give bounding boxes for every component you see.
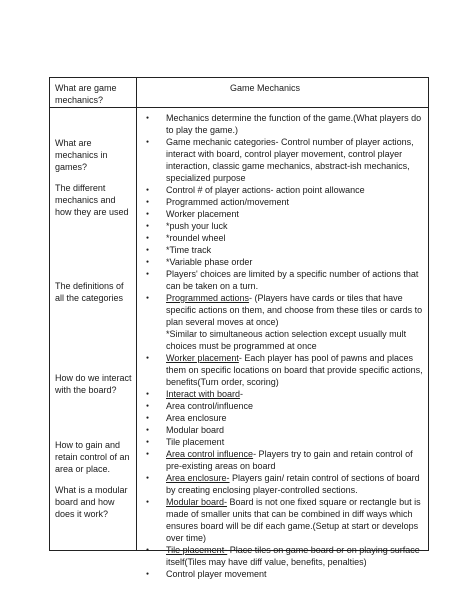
header-question: What are game mechanics? (55, 83, 117, 105)
list-item: ● Game mechanic categories- Control number of player actions, interact with board, control player movement, control player interaction, classic game mechanics, abstract-ish mechanics, specialized purpose (146, 136, 426, 184)
list-item: ● *Time track (146, 244, 426, 256)
list-item: ● Interact with board- (146, 388, 426, 400)
list-item: ● Modular board- Board is not one fixed square or rectangle but is made of smaller units that can be combined in diff ways which ensures board will be dif each game.(Setup at start or develops over time) (146, 496, 426, 544)
list-item: ● *push your luck (146, 220, 426, 232)
left-label-mechanics: What are mechanics in games? (55, 138, 108, 172)
left-label-interact-board: How do we interact with the board? (55, 373, 132, 395)
list-item: ● *roundel wheel (146, 232, 426, 244)
list-item: ● Control player movement (146, 568, 426, 580)
list-item: ● *Variable phase order (146, 256, 426, 268)
list-item: ● Tile placement- Place tiles on game board or on playing surface itself(Tiles may have diff value, benefits, penalties) (146, 544, 426, 568)
left-label-different-mechanics: The different mechanics and how they are used (55, 183, 129, 217)
header-title: Game Mechanics (230, 83, 301, 93)
left-label-definitions: The definitions of all the categories (55, 281, 124, 303)
header-divider (50, 107, 428, 108)
left-label-modular-board: What is a modular board and how does it work? (55, 485, 128, 519)
list-item: ● Programmed actions- (Players have cards or tiles that have specific actions on them, and choose from these tiles or cards to plan several moves at once) (146, 292, 426, 328)
left-label-area-control: How to gain and retain control of an area or place. (55, 440, 130, 474)
list-item: ● Tile placement (146, 436, 426, 448)
list-item: ● Worker placement (146, 208, 426, 220)
list-item: ● Mechanics determine the function of the game.(What players do to play the game.) (146, 112, 426, 136)
list-item-continuation: *Similar to simultaneous action selection except usually mult choices must be programmed at once (166, 329, 407, 351)
list-item: ● Modular board (146, 424, 426, 436)
list-item: ● Area control influence- Players try to gain and retain control of pre-existing areas on board (146, 448, 426, 472)
column-divider (136, 78, 137, 550)
list-item: ● Area enclosure (146, 412, 426, 424)
list-item: ● Area control/influence (146, 400, 426, 412)
list-item: ● Area enclosure- Players gain/ retain control of sections of board by creating enclosing player-controlled sections. (146, 472, 426, 496)
list-item: ● Programmed action/movement (146, 196, 426, 208)
list-item: ● Control # of player actions- action point allowance (146, 184, 426, 196)
list-item: ● Players' choices are limited by a specific number of actions that can be taken on a turn. (146, 268, 426, 292)
mechanics-list (146, 112, 426, 580)
notes-table (49, 77, 429, 579)
list-item: ● Worker placement- Each player has pool of pawns and places them on specific locations on board that provide specific actions, benefits(Turn order, scoring) (146, 352, 426, 388)
